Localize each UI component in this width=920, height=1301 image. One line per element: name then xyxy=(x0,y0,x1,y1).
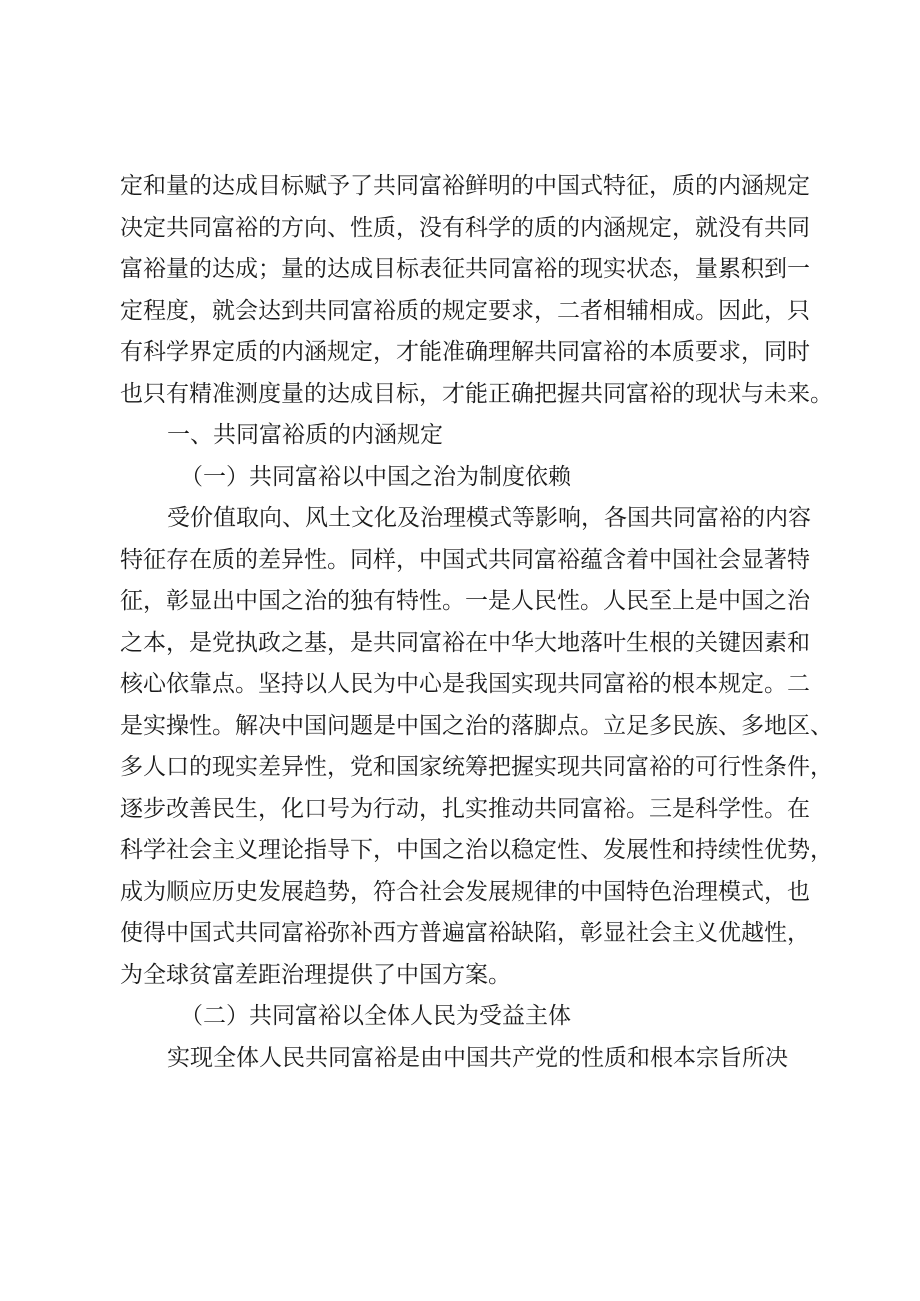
paragraph-2-line: 是实操性。解决中国问题是中国之治的落脚点。立足多民族、多地区、 xyxy=(120,712,833,739)
paragraph-1-line: 决定共同富裕的方向、性质，没有科学的质的内涵规定，就没有共同 xyxy=(120,214,810,241)
paragraph-2-line: 使得中国式共同富裕弥补西方普遍富裕缺陷，彰显社会主义优越性， xyxy=(120,920,810,946)
subsection-heading-1: （一）共同富裕以中国之治为制度依赖 xyxy=(180,463,571,490)
paragraph-2-line: 核心依靠点。坚持以人民为中心是我国实现共同富裕的根本规定。二 xyxy=(120,671,810,697)
paragraph-3-line: 实现全体人民共同富裕是由中国共产党的性质和根本宗旨所决 xyxy=(167,1044,788,1071)
section-heading: 一、共同富裕质的内涵规定 xyxy=(167,422,443,448)
paragraph-2-line: 之本，是党执政之基，是共同富裕在中华大地落叶生根的关键因素和 xyxy=(120,629,810,656)
paragraph-2-line: 受价值取向、风土文化及治理模式等影响，各国共同富裕的内容 xyxy=(167,505,811,531)
paragraph-1-line: 定程度，就会达到共同富裕质的规定要求，二者相辅相成。因此，只 xyxy=(120,297,810,324)
paragraph-2-line: 科学社会主义理论指导下，中国之治以稳定性、发展性和持续性优势， xyxy=(120,837,833,863)
paragraph-1-line: 也只有精准测度量的达成目标，才能正确把握共同富裕的现状与未来。 xyxy=(120,380,833,407)
paragraph-1-line: 有科学界定质的内涵规定，才能准确理解共同富裕的本质要求，同时 xyxy=(120,339,810,365)
paragraph-2-line: 多人口的现实差异性，党和国家统筹把握实现共同富裕的可行性条件， xyxy=(120,754,833,780)
paragraph-1-line: 定和量的达成目标赋予了共同富裕鲜明的中国式特征，质的内涵规定 xyxy=(120,173,810,199)
subsection-heading-2: （二）共同富裕以全体人民为受益主体 xyxy=(180,1003,571,1029)
document-body xyxy=(120,166,833,1079)
paragraph-2-line: 特征存在质的差异性。同样，中国式共同富裕蕴含着中国社会显著特 xyxy=(120,546,810,573)
paragraph-2-line: 成为顺应历史发展趋势，符合社会发展规律的中国特色治理模式，也 xyxy=(120,878,810,905)
paragraph-2-line: 为全球贫富差距治理提供了中国方案。 xyxy=(120,961,511,988)
paragraph-2-line: 逐步改善民生，化口号为行动，扎实推动共同富裕。三是科学性。在 xyxy=(120,795,810,822)
paragraph-2-line: 征，彰显出中国之治的独有特性。一是人民性。人民至上是中国之治 xyxy=(120,588,810,614)
paragraph-1-line: 富裕量的达成；量的达成目标表征共同富裕的现实状态，量累积到一 xyxy=(120,256,810,282)
